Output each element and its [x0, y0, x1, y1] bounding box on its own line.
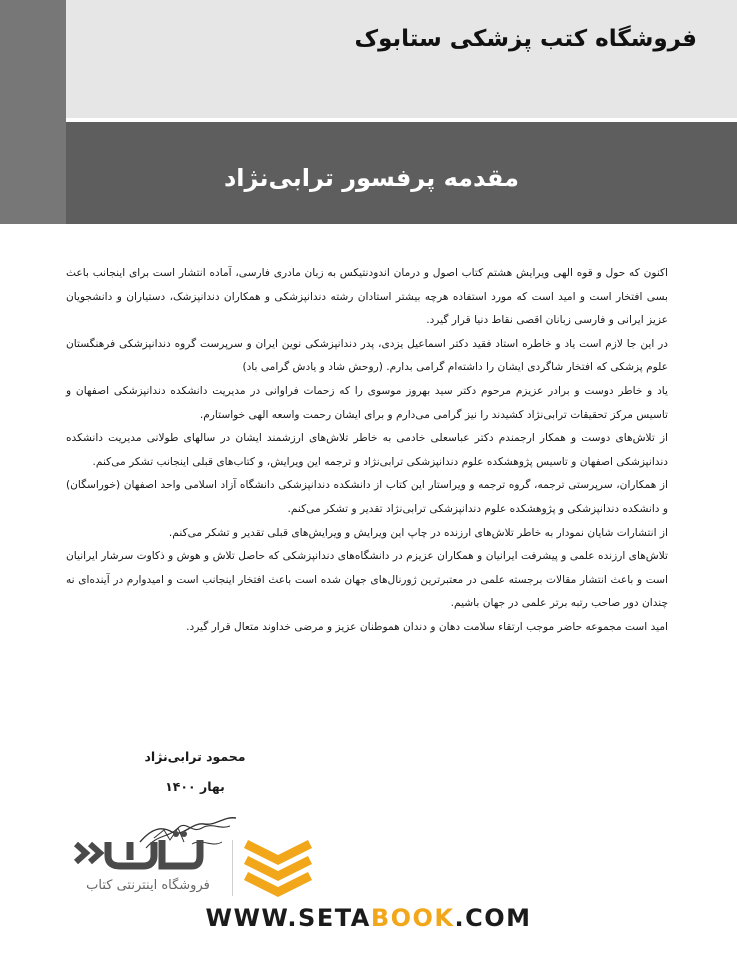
paragraph: یاد و خاطر دوست و برادر عزیزم مرحوم دکتر سید بهروز موسوی را که زحمات فراوانی در مدیریت دانشکده دندانپزشکی اصفهان و تاسیس مرکز تحقیقات ترابی‌نژاد کشیدند را نیز گرامی می‌دارم و برای ایشان رحمت واسعه الهی خواستارم. [66, 384, 668, 421]
paragraph: از انتشارات شایان نمودار به خاطر تلاش‌های ارزنده در چاپ این ویرایش و ویرایش‌های قبلی تقدیر و تشکر می‌کنم. [168, 526, 668, 539]
store-title: فروشگاه کتب پزشکی ستابوک [354, 26, 697, 52]
side-accent-bar [0, 0, 66, 224]
paragraph: امید است مجموعه حاضر موجب ارتقاء سلامت دهان و دندان هموطنان عزیز و مرضی خداوند متعال قرار گیرد. [186, 620, 668, 633]
chapter-title: مقدمه پرفسور ترابی‌نژاد [223, 164, 519, 192]
paragraph: تلاش‌های ارزنده علمی و پیشرفت ایرانیان و همکاران عزیزم در دانشگاه‌های دندانپزشکی که حاصل تلاش و هوش و ذکاوت سرشار ایرانیان است و باعث انتشار مقالات برجسته علمی در معتبرترین ژورنال‌های جهان شده است باعث افتخار اینجانب است و امیدوارم در آینده‌ای نه چندان دور صاحب رتبه برتر علمی در جهان باشیم. [66, 550, 668, 610]
setabook-wordmark [72, 830, 222, 876]
paragraph: از همکاران، سرپرستی ترجمه، گروه ترجمه و ویراستار این کتاب از دانشکده دندانپزشکی دانشگاه آزاد اسلامی واحد اصفهان (خوراسگان) و دانشکده دندانپزشکی و پژوهشکده علوم دندانپزشکی ترابی‌نژاد تقدیر و تشکر می‌کنم. [66, 479, 668, 515]
header-band [66, 0, 737, 118]
preface-text [66, 262, 668, 640]
logo-divider [232, 840, 233, 896]
author-name: محمود ترابی‌نژاد [144, 749, 246, 764]
website-url[interactable] [0, 904, 737, 932]
url-suffix: .COM [454, 904, 532, 932]
chapter-band [66, 122, 737, 224]
book-chevron-icon [242, 838, 314, 900]
paragraph: اکنون که حول و قوه الهی ویرایش هشتم کتاب اصول و درمان اندودنتیکس به زبان مادری فارسی، آماده انتشار است برای اینجانب باعث بسی افتخار است و امید است که مورد استفاده هرچه بیشتر استادان رشته دندانپزشکی و همکاران دندانپزشک، دستیاران و دانشجویان عزیز ایرانی و فارسی زبانان اقصی نقاط دنیا قرار گیرد. [66, 267, 668, 327]
logo-tagline: فروشگاه اینترنتی کتاب [86, 878, 210, 893]
url-prefix: WWW.SETA [205, 904, 371, 932]
paragraph: در این جا لازم است یاد و خاطره استاد فقید دکتر اسماعیل یزدی، پدر دندانپزشکی نوین ایران و سرپرست گروه دندانپزشکی فرهنگستان علوم پزشکی که افتخار شاگردی ایشان را داشته‌ام گرامی بدارم. (روحش شاد و یادش گرامی باد) [66, 337, 668, 374]
author-date: بهار ۱۴۰۰ [165, 779, 225, 794]
url-book: BOOK [370, 904, 455, 932]
paragraph: از تلاش‌های دوست و همکار ارجمندم دکتر عباسعلی خادمی به خاطر تلاش‌های ارزشمند ایشان در سالهای طولانی مدیریت دانشکده دندانپزشکی اصفهان و تاسیس پژوهشکده علوم دندانپزشکی ترابی‌نژاد و ترجمه این ویرایش، و کتاب‌های قبلی اینجانب تشکر می‌کنم. [66, 432, 668, 468]
setabook-logo [72, 830, 322, 910]
signature-block [140, 744, 250, 800]
